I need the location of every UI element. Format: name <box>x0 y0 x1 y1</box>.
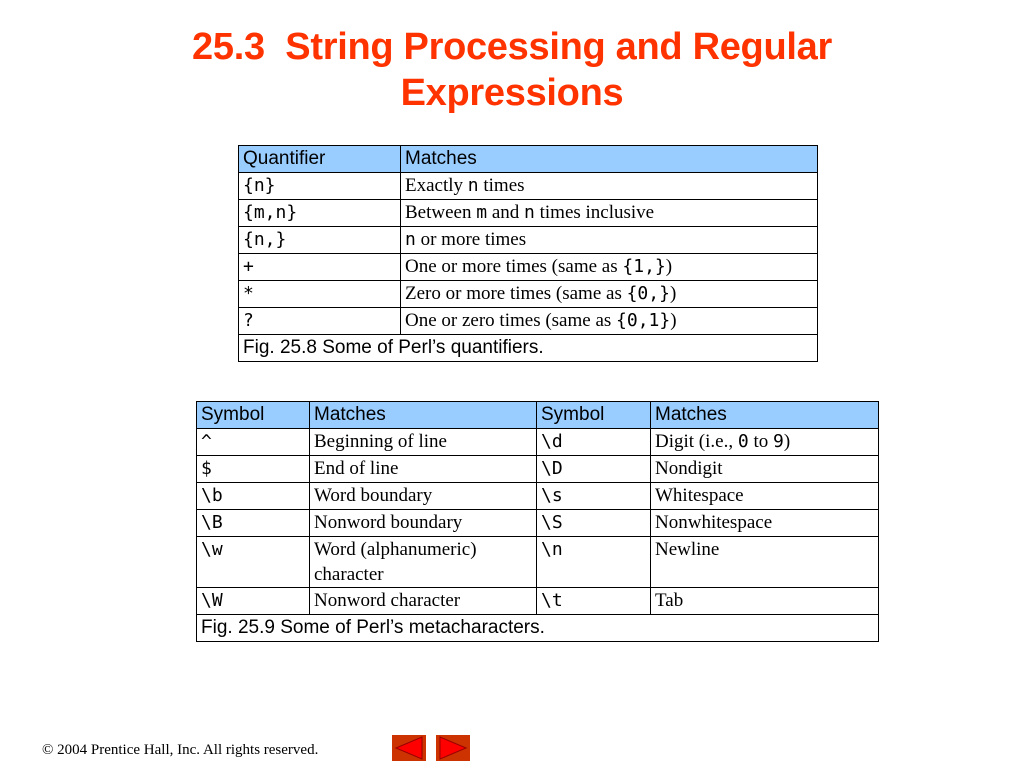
matches-cell <box>310 429 537 456</box>
table-row <box>197 483 879 510</box>
table-row <box>197 429 879 456</box>
symbol-cell: \d <box>537 429 651 456</box>
matches-cell <box>651 456 879 483</box>
symbol-cell: \W <box>197 588 310 615</box>
text-fragment: Newline <box>655 539 720 560</box>
code-fragment: n <box>467 175 479 196</box>
quantifiers-table-body <box>239 173 818 335</box>
text-fragment: Nonword boundary <box>314 512 463 533</box>
text-fragment: times inclusive <box>534 202 655 223</box>
text-fragment: or more times <box>415 229 527 250</box>
matches-cell <box>651 483 879 510</box>
text-fragment: Nondigit <box>655 458 723 479</box>
text-fragment: Nonword character <box>314 590 461 611</box>
quantifier-cell: {n} <box>239 173 401 200</box>
next-slide-button[interactable] <box>436 735 470 761</box>
matches-cell <box>310 537 537 588</box>
quantifier-cell: + <box>239 254 401 281</box>
symbol-cell: \B <box>197 510 310 537</box>
quantifiers-caption-row <box>239 335 818 362</box>
header-symbol-1: Symbol <box>197 402 310 429</box>
slide-title-line-1: 25.3 String Processing and Regular <box>192 26 832 68</box>
code-fragment: m <box>476 202 488 223</box>
text-fragment: Word (alphanumeric) character <box>314 539 477 585</box>
matches-cell <box>310 510 537 537</box>
matches-cell <box>401 281 818 308</box>
symbol-cell: ^ <box>197 429 310 456</box>
quantifiers-header-row <box>239 146 818 173</box>
matches-cell <box>651 429 879 456</box>
matches-cell <box>651 510 879 537</box>
matches-cell <box>310 588 537 615</box>
table-row <box>239 200 818 227</box>
code-fragment: 9 <box>772 431 784 452</box>
code-fragment: {0,1} <box>616 310 671 331</box>
text-fragment: Between <box>405 202 477 223</box>
symbol-cell: \n <box>537 537 651 588</box>
text-fragment: One or zero times (same as <box>405 310 617 331</box>
table-row <box>197 456 879 483</box>
text-fragment: Exactly <box>405 175 468 196</box>
matches-cell <box>401 200 818 227</box>
text-fragment: Tab <box>655 590 684 611</box>
code-fragment: n <box>405 229 416 250</box>
matches-cell <box>401 308 818 335</box>
symbol-cell: \b <box>197 483 310 510</box>
code-fragment: {1,} <box>622 256 666 277</box>
text-fragment: Word boundary <box>314 485 433 506</box>
matches-cell <box>401 227 818 254</box>
code-fragment: 0 <box>737 431 749 452</box>
symbol-cell: \S <box>537 510 651 537</box>
text-fragment: ) <box>665 256 673 277</box>
text-fragment: Whitespace <box>655 485 744 506</box>
table-row <box>239 254 818 281</box>
symbol-cell: \w <box>197 537 310 588</box>
quantifier-cell: ? <box>239 308 401 335</box>
table-row <box>197 510 879 537</box>
text-fragment: Beginning of line <box>314 431 447 452</box>
header-quantifier: Quantifier <box>239 146 401 173</box>
text-fragment: Nonwhitespace <box>655 512 773 533</box>
code-fragment: {0,} <box>626 283 670 304</box>
symbol-cell: \t <box>537 588 651 615</box>
text-fragment: Zero or more times (same as <box>405 283 627 304</box>
previous-slide-button[interactable] <box>392 735 426 761</box>
text-fragment: One or more times (same as <box>405 256 623 277</box>
symbol-cell: $ <box>197 456 310 483</box>
text-fragment: times <box>478 175 525 196</box>
text-fragment: ) <box>670 310 677 331</box>
table-row <box>239 308 818 335</box>
text-fragment: ) <box>783 431 791 452</box>
figure-caption-25-8: Fig. 25.8 Some of Perl’s quantifiers. <box>239 335 818 362</box>
text-fragment: ) <box>669 283 677 304</box>
slide-title <box>0 24 1024 116</box>
matches-cell <box>310 483 537 510</box>
quantifier-cell: * <box>239 281 401 308</box>
table-row <box>239 281 818 308</box>
matches-cell <box>401 173 818 200</box>
symbol-cell: \D <box>537 456 651 483</box>
text-fragment: Digit (i.e., <box>655 431 738 452</box>
matches-cell <box>401 254 818 281</box>
table-row <box>239 227 818 254</box>
text-fragment: to <box>748 431 773 452</box>
header-matches-2: Matches <box>651 402 879 429</box>
quantifier-cell: {m,n} <box>239 200 401 227</box>
text-fragment: and <box>487 202 525 223</box>
matches-cell <box>310 456 537 483</box>
symbol-cell: \s <box>537 483 651 510</box>
code-fragment: n <box>524 202 535 223</box>
matches-cell <box>651 588 879 615</box>
copyright-notice: © 2004 Prentice Hall, Inc. All rights reserved. <box>42 742 319 758</box>
metacharacters-caption-row <box>197 615 879 642</box>
text-fragment: End of line <box>314 458 399 479</box>
figure-caption-25-9: Fig. 25.9 Some of Perl’s metacharacters. <box>197 615 879 642</box>
metacharacters-table <box>196 401 879 642</box>
table-row <box>239 173 818 200</box>
table-row <box>197 588 879 615</box>
header-symbol-2: Symbol <box>537 402 651 429</box>
matches-cell <box>651 537 879 588</box>
metacharacters-header-row <box>197 402 879 429</box>
slide-title-line-2: Expressions <box>400 72 624 114</box>
quantifier-cell: {n,} <box>239 227 401 254</box>
table-row <box>197 537 879 588</box>
header-matches: Matches <box>401 146 818 173</box>
metacharacters-table-body <box>197 429 879 615</box>
header-matches-1: Matches <box>310 402 537 429</box>
quantifiers-table <box>238 145 818 362</box>
